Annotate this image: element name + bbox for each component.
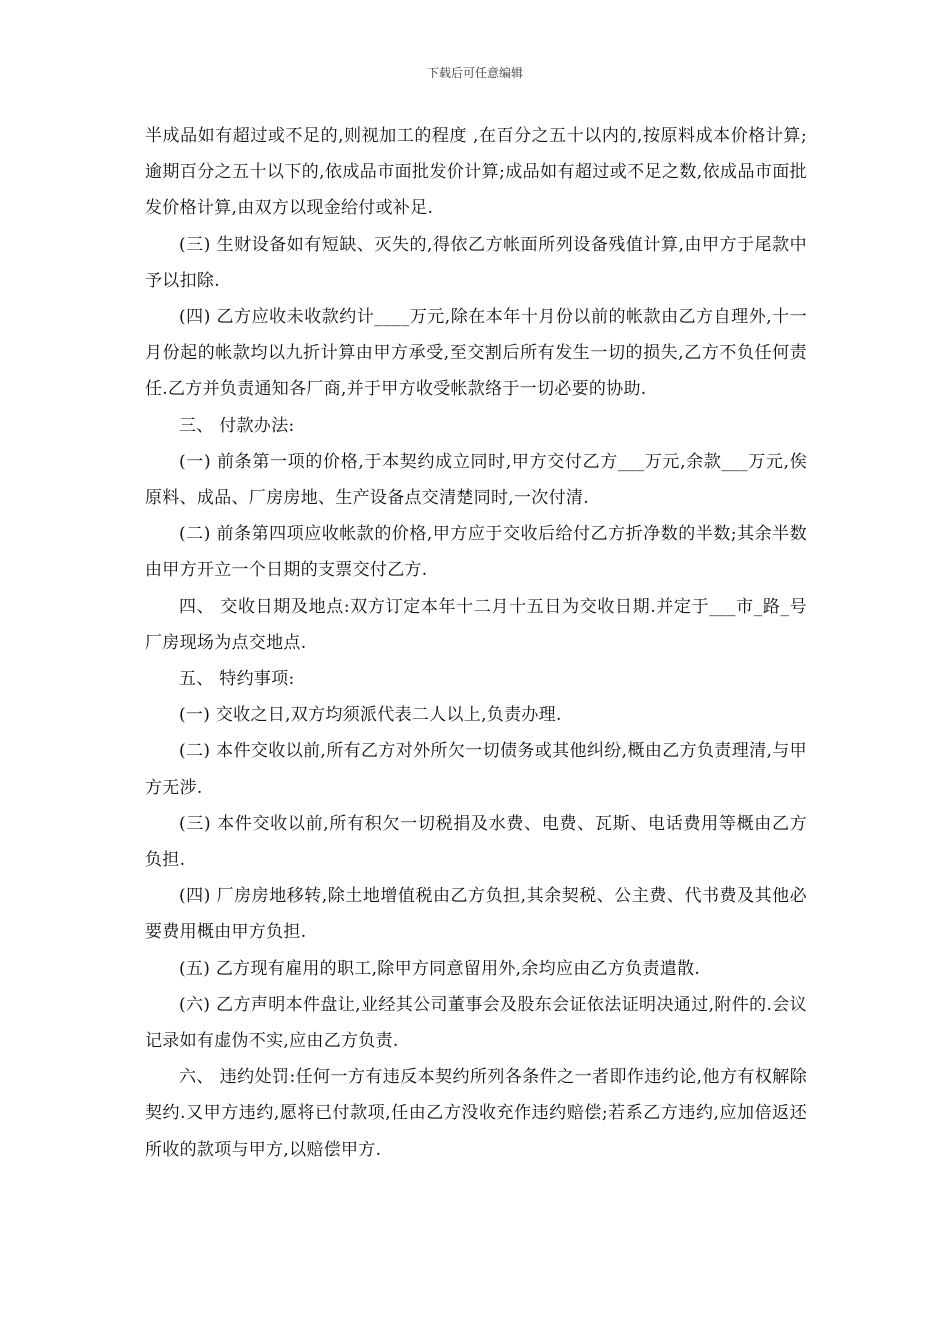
paragraph-2: (三) 生财设备如有短缺、灭失的,得依乙方帐面所列设备残值计算,由甲方于尾款中予以扣除. xyxy=(145,234,807,291)
paragraph-14: (六) 乙方声明本件盘让,业经其公司董事会及股东会证依法证明决通过,附件的.会议记录如有虚伪不实,应由乙方负责. xyxy=(145,994,807,1052)
section-heading-special-terms: 五、 特约事项: xyxy=(179,669,295,690)
paragraph-5: (一) 前条第一项的价格,于本契约成立同时,甲方交付乙方___万元,余款___万元,俟原料、成品、厂房房地、生产设备点交清楚同时,一次付清. xyxy=(145,451,807,509)
paragraph-12: (四) 厂房房地移转,除土地增值税由乙方负担,其余契税、公主费、代书费及其他必要费用概由甲方负担. xyxy=(145,886,807,943)
paragraph-3: (四) 乙方应收未收款约计____万元,除在本年十月份以前的帐款由乙方自理外,十一月份起的帐款均以九折计算由甲方承受,至交割后所有发生一切的损失,乙方不负任何责任.乙方并负责通知各厂商,并于甲方收受帐款络于一切必要的协助. xyxy=(145,307,807,400)
document-body xyxy=(145,118,807,1168)
paragraph-11: (三) 本件交收以前,所有积欠一切税捐及水费、电费、瓦斯、电话费用等概由乙方负担. xyxy=(145,813,807,871)
paragraph-13: (五) 乙方现有雇用的职工,除甲方同意留用外,余均应由乙方负责遣散. xyxy=(179,958,701,979)
paragraph-7: 四、 交收日期及地点:双方订定本年十二月十五日为交收日期.并定于___市_路_号厂房现场为点交地点. xyxy=(145,596,807,653)
paragraph-10: (二) 本件交收以前,所有乙方对外所欠一切债务或其他纠纷,概由乙方负责理清,与甲方无涉. xyxy=(145,741,807,798)
section-heading-payment: 三、 付款办法: xyxy=(179,415,295,436)
paragraph-1: 半成品如有超过或不足的,则视加工的程度 ,在百分之五十以内的,按原料成本价格计算;逾期百分之五十以下的,依成品市面批发价计算;成品如有超过或不足之数,依成品市面批发价格计算,由双方以现金给付或补足. xyxy=(145,126,807,219)
paragraph-9: (一) 交收之日,双方均须派代表二人以上,负责办理. xyxy=(179,705,562,726)
paragraph-15: 六、 违约处罚:任何一方有违反本契约所列各条件之一者即作违约论,他方有权解除契约.又甲方违约,愿将已付款项,任由乙方没收充作违约赔偿;若系乙方违约,应加倍返还所收的款项与甲方,以赔偿甲方. xyxy=(145,1067,807,1160)
paragraph-6: (二) 前条第四项应收帐款的价格,甲方应于交收后给付乙方折净数的半数;其余半数由甲方开立一个日期的支票交付乙方. xyxy=(145,524,807,581)
page-header-watermark: 下载后可任意编辑 xyxy=(426,66,523,80)
